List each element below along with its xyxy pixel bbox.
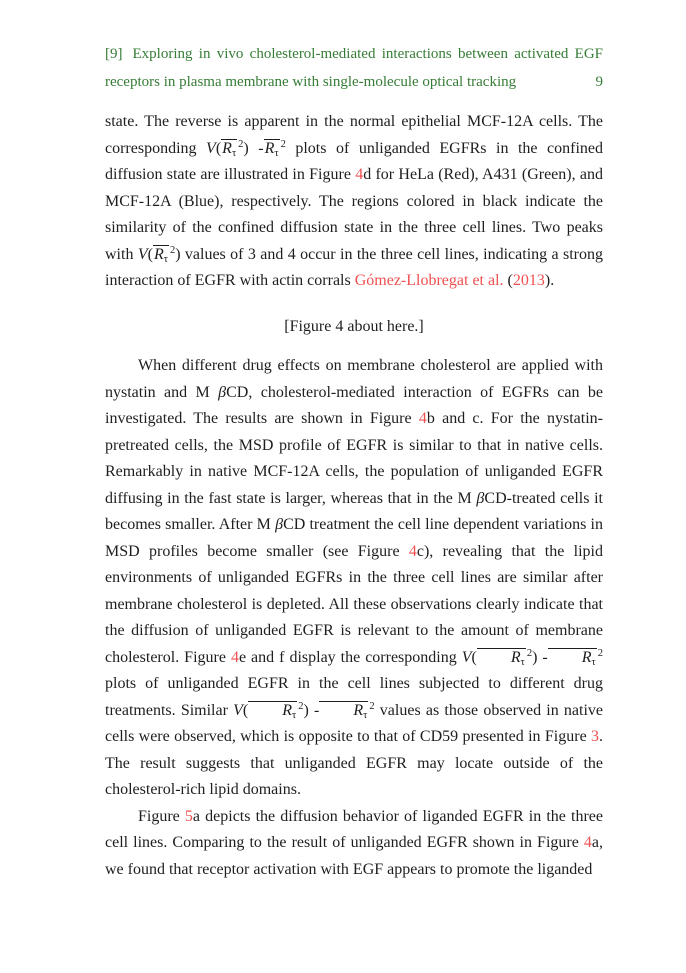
paragraph: When different drug effects on membrane cholesterol are applied with nystatin and M βCD, cholesterol-mediated interaction of EGFRs can be investigated. The results are shown in Figure 4b and c. For the nystatin-pretreated cells, the MSD profile of EGFR is similar to that in native cells. Remarkably in native MCF-12A cells, the population of unliganded EGFR diffusing in the fast state is larger, whereas that in the M βCD-treated cells it becomes smaller. After M βCD treatment the cell line dependent variations in MSD profiles become smaller (see Figure 4c), revealing that the lipid environments of unliganded EGFRs in the three cell lines are similar after membrane cholesterol is depleted. All these observations clearly indicate that the diffusion of unliganded EGFR is relevant to the amount of membrane cholesterol. Figure 4e and f display the corresponding V( $R_\tau^2) - R_\tau^2$ plots of unliganded EGFR in the cell lines subjected to different drug treatments. Similar V( $R_\tau^2) - R_\tau^2$ values as those observed in native cells were observed, which is opposite to that of CD59 presented in Figure 3. The result suggests that unliganded EGFR may locate outside of the cholesterol-rich lipid domains. xyxy=(105,357,604,798)
math-expression: V( $R_\tau^2$) xyxy=(461,647,538,668)
math-superscript: 2 xyxy=(597,647,604,659)
overline-term xyxy=(221,139,237,158)
math-variable: R xyxy=(353,701,364,719)
overline-term xyxy=(319,701,368,720)
overline-term xyxy=(248,701,297,720)
math-expression xyxy=(319,702,374,719)
beta-symbol: β xyxy=(275,516,284,533)
math-expression: $V(R_\tau^2)$ xyxy=(206,138,249,159)
math-subscript: τ xyxy=(292,709,297,721)
math-expression xyxy=(548,649,603,666)
math-variable: V xyxy=(461,648,472,666)
math-expression: V( $R_\tau^2$) xyxy=(233,700,309,721)
math-variable: V xyxy=(206,139,216,157)
math-superscript: 2 xyxy=(238,138,244,150)
citation-link[interactable]: Gómez-Llobregat et al. xyxy=(354,272,504,289)
math-variable: R xyxy=(282,701,293,719)
math-superscript: 2 xyxy=(369,700,375,712)
math-superscript: 2 xyxy=(526,647,533,659)
overline-term xyxy=(264,139,280,158)
math-superscript: 2 xyxy=(169,244,176,256)
page-number: 9 xyxy=(595,74,603,90)
figure-ref[interactable]: 3 xyxy=(591,728,599,745)
math-variable: R xyxy=(153,245,164,263)
running-header-ref-number: [9] xyxy=(105,46,123,62)
figure-ref[interactable]: 4 xyxy=(583,834,592,851)
math-superscript: 2 xyxy=(298,700,304,712)
figure-ref[interactable]: 4 xyxy=(408,542,417,560)
math-variable: V xyxy=(137,245,148,263)
figure-ref[interactable]: 4 xyxy=(230,648,239,666)
math-variable: V xyxy=(233,701,243,719)
math-expression: $V(R_\tau^2)$ xyxy=(137,244,181,265)
math-subscript: τ xyxy=(520,656,525,668)
figure-placeholder: [Figure 4 about here.] xyxy=(284,317,424,335)
paragraph: Figure 5a depicts the diffusion behavior of liganded EGFR in the three cell lines. Comparing to the result of unliganded EGFR shown in Figure 4a, we found that receptor activation with EGF appears to promote the liganded xyxy=(105,807,604,878)
running-header xyxy=(105,40,603,96)
math-expression xyxy=(264,140,286,157)
overline-term xyxy=(548,648,597,667)
math-subscript: τ xyxy=(363,709,368,721)
figure-ref[interactable]: 4 xyxy=(355,166,364,183)
math-subscript: τ xyxy=(274,147,279,159)
page-body xyxy=(105,109,603,883)
paragraph: state. The reverse is apparent in the normal epithelial MCF-12A cells. The corresponding $V(R_\tau^2)$ $-R_\tau^2$ plots of unliganded EGFRs in the confined diffusion state are illustrated in Figure 4d for HeLa (Red), A431 (Green), and MCF-12A (Blue), respectively. The regions colored in black indicate the similarity of the confined diffusion state in the three cell lines. Two peaks with $V(R_\tau^2)$ values of 3 and 4 occur in the three cell lines, indicating a strong interaction of EGFR with actin corrals Gómez-Llobregat et al. (2013). xyxy=(105,113,604,289)
math-superscript: 2 xyxy=(280,138,286,150)
beta-symbol: β xyxy=(218,383,227,401)
beta-symbol: β xyxy=(476,489,485,507)
math-variable: R xyxy=(510,648,521,666)
overline-term xyxy=(153,245,169,264)
math-variable: R xyxy=(222,139,232,157)
math-subscript: τ xyxy=(163,253,168,265)
figure-ref[interactable]: 4 xyxy=(418,410,427,427)
figure-ref[interactable]: 5 xyxy=(184,807,193,825)
math-variable: R xyxy=(264,139,275,157)
overline-term xyxy=(477,648,526,667)
math-subscript: τ xyxy=(591,656,596,668)
running-header-title: Exploring in vivo cholesterol-mediated interactions between activated EGF receptors in plasma membrane with single-molecule optical tracking xyxy=(105,46,603,90)
math-variable: R xyxy=(581,648,592,666)
citation-year[interactable]: 2013 xyxy=(512,272,545,289)
math-subscript: τ xyxy=(231,147,237,159)
